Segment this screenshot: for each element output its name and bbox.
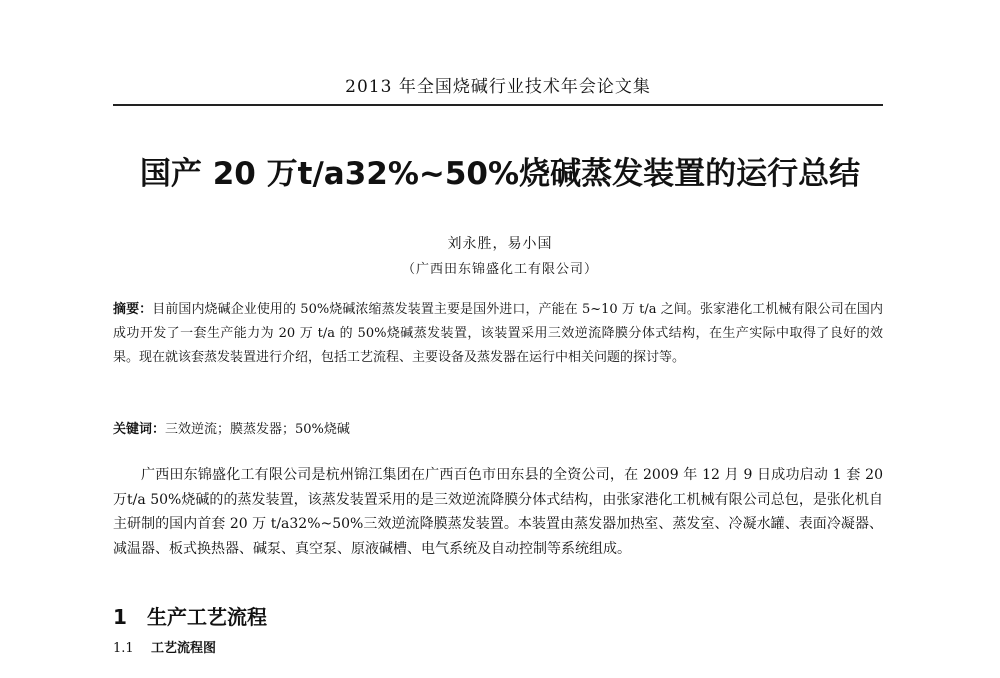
abstract-text: 目前国内烧碱企业使用的 50%烧碱浓缩蒸发装置主要是国外进口，产能在 5~10 万 t/a 之间。张家港化工机械有限公司在国内成功开发了一套生产能力为 20 万 t/a 的 50%烧碱蒸发装置，该装置采用三效逆流降膜分体式结构，在生产实际中取得了良好的效果。现在就该套蒸发装置进行介绍，包括工艺流程、主要设备及蒸发器在运行中相关问题的探讨等。 bbox=[113, 302, 883, 365]
body-paragraph: 广西田东锦盛化工有限公司是杭州锦江集团在广西百色市田东县的全资公司，在 2009 年 12 月 9 日成功启动 1 套 20 万t/a 50%烧碱的的蒸发装置，该蒸发装置采用的是三效逆流降膜分体式结构，由张家港化工机械有限公司总包，是张化机自主研制的国内首套 20 万 t/a32%~50%三效逆流降膜蒸发装置。本装置由蒸发器加热室、蒸发室、冷凝水罐、表面冷凝器、减温器、板式换热器、碱泵、真空泵、原液碱槽、电气系统及自动控制等系统组成。 bbox=[113, 467, 883, 557]
subsection-title: 工艺流程图 bbox=[151, 641, 217, 656]
keywords-text: 三效逆流；膜蒸发器；50%烧碱 bbox=[165, 422, 350, 437]
article-title: 国产 20 万t/a32%~50%烧碱蒸发装置的运行总结 bbox=[139, 156, 861, 192]
keywords-label: 关键词： bbox=[113, 422, 166, 437]
running-header: 2013 年全国烧碱行业技术年会论文集 bbox=[345, 77, 651, 97]
section-heading bbox=[113, 601, 883, 630]
article-authors: 刘永胜，易小国 bbox=[447, 236, 553, 252]
subsection-number: 1.1 bbox=[113, 641, 134, 656]
abstract bbox=[113, 298, 883, 370]
header-rule bbox=[113, 104, 883, 106]
keywords bbox=[113, 418, 883, 442]
abstract-label: 摘要： bbox=[113, 302, 153, 317]
section-number: 1 bbox=[113, 605, 127, 629]
subsection-heading bbox=[113, 637, 883, 656]
article-affiliation: （广西田东锦盛化工有限公司） bbox=[401, 262, 598, 277]
section-title: 生产工艺流程 bbox=[147, 605, 267, 629]
